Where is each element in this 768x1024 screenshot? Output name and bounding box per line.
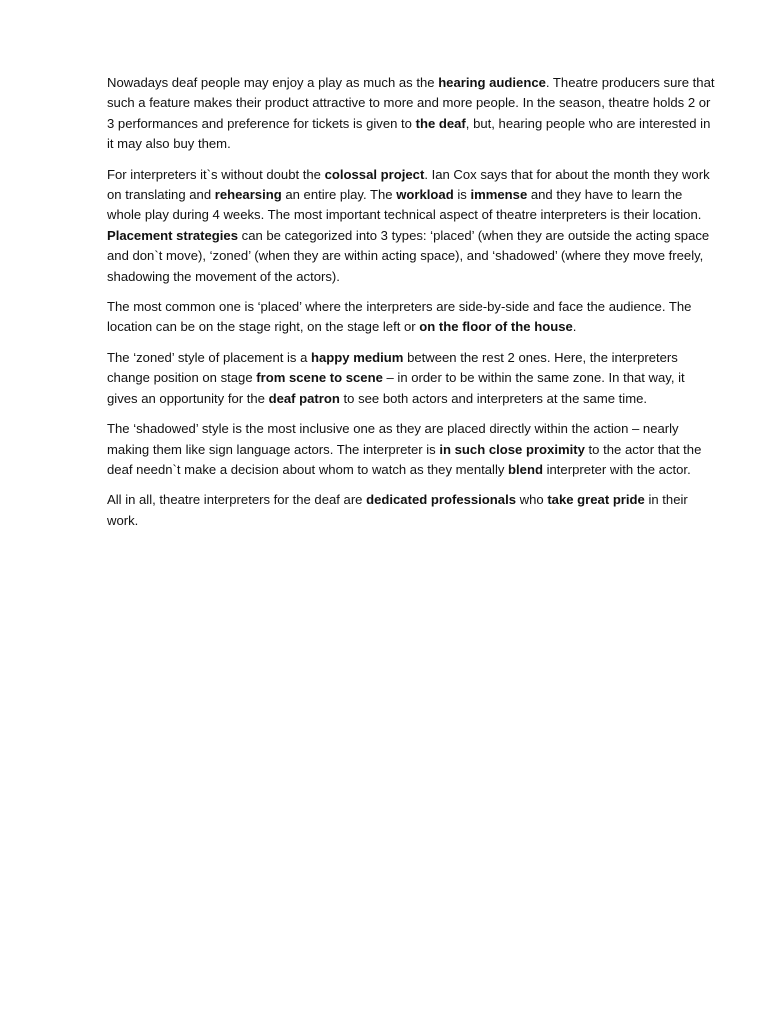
bold-phrase: the deaf	[415, 115, 466, 131]
text-run: and they have to learn the whole play during 4 weeks. The most important technical aspect of theatre interpreters is their location.	[107, 187, 702, 223]
text-run: – in order to be within the same zone. In that way, it gives an opportunity for the	[107, 370, 685, 406]
document-body	[107, 73, 717, 541]
paragraph	[107, 490, 717, 531]
text-run: to see both actors and interpreters at the same time.	[339, 390, 648, 406]
bold-phrase: happy medium	[311, 349, 404, 365]
text-run: The ‘shadowed’ style is the most inclusive one as they are placed directly within the action – nearly making them like sign language actors. The interpreter is	[107, 421, 679, 457]
text-run: who	[516, 492, 548, 508]
text-run: to the actor that the deaf needn`t make a decision about whom to watch as they mentally	[107, 441, 702, 477]
bold-phrase: immense	[470, 187, 528, 203]
text-run: between the rest 2 ones. Here, the interpreters change position on stage	[107, 349, 678, 386]
bold-phrase: in such close proximity	[439, 441, 585, 457]
bold-phrase: dedicated professionals	[366, 492, 517, 508]
text-run: can be categorized into 3 types: ‘placed’ (when they are outside the acting space and don`t move), ‘zoned’ (when they are within acting space), and ‘shadowed’ (where they move freely, shadowing the movement of the actors).	[107, 227, 710, 284]
text-run: in their work.	[107, 492, 688, 528]
bold-phrase: blend	[508, 461, 543, 477]
text-run: Nowadays deaf people may enjoy a play as much as the	[107, 75, 439, 90]
bold-phrase: deaf patron	[268, 390, 340, 406]
text-run: . Ian Cox says that for about the month they work on translating and	[107, 166, 710, 203]
text-run: interpreter with the actor.	[542, 461, 691, 477]
text-run: For interpreters it`s without doubt the	[107, 166, 325, 182]
bold-phrase: workload	[396, 187, 454, 203]
text-run: , but, hearing people who are interested in it may also buy them.	[107, 115, 711, 152]
paragraph	[107, 165, 717, 287]
text-run: .	[572, 319, 577, 335]
bold-phrase: on the floor of the house	[419, 319, 573, 335]
text-run: The most common one is ‘placed’ where the interpreters are side-by-side and face the audience. The location can be on the stage right, on the stage left or	[107, 299, 692, 335]
bold-phrase: hearing audience	[438, 75, 546, 90]
bold-phrase: rehearsing	[214, 187, 282, 203]
text-run: an entire play. The	[281, 187, 397, 203]
text-run: The ‘zoned’ style of placement is a	[107, 349, 312, 365]
paragraph	[107, 73, 717, 155]
text-run: . Theatre producers sure that such a feature makes their product attractive to more and more people. In the season, theatre holds 2 or 3 performances and preference for tickets is given to	[107, 75, 715, 131]
paragraph	[107, 419, 717, 480]
paragraph	[107, 348, 717, 409]
bold-phrase: from scene to scene	[256, 370, 383, 386]
paragraph	[107, 297, 717, 338]
bold-phrase: Placement strategies	[107, 227, 239, 243]
bold-phrase: take great pride	[547, 492, 645, 508]
text-run: is	[453, 187, 471, 203]
text-run: All in all, theatre interpreters for the deaf are	[107, 492, 367, 508]
bold-phrase: colossal project	[324, 166, 425, 182]
